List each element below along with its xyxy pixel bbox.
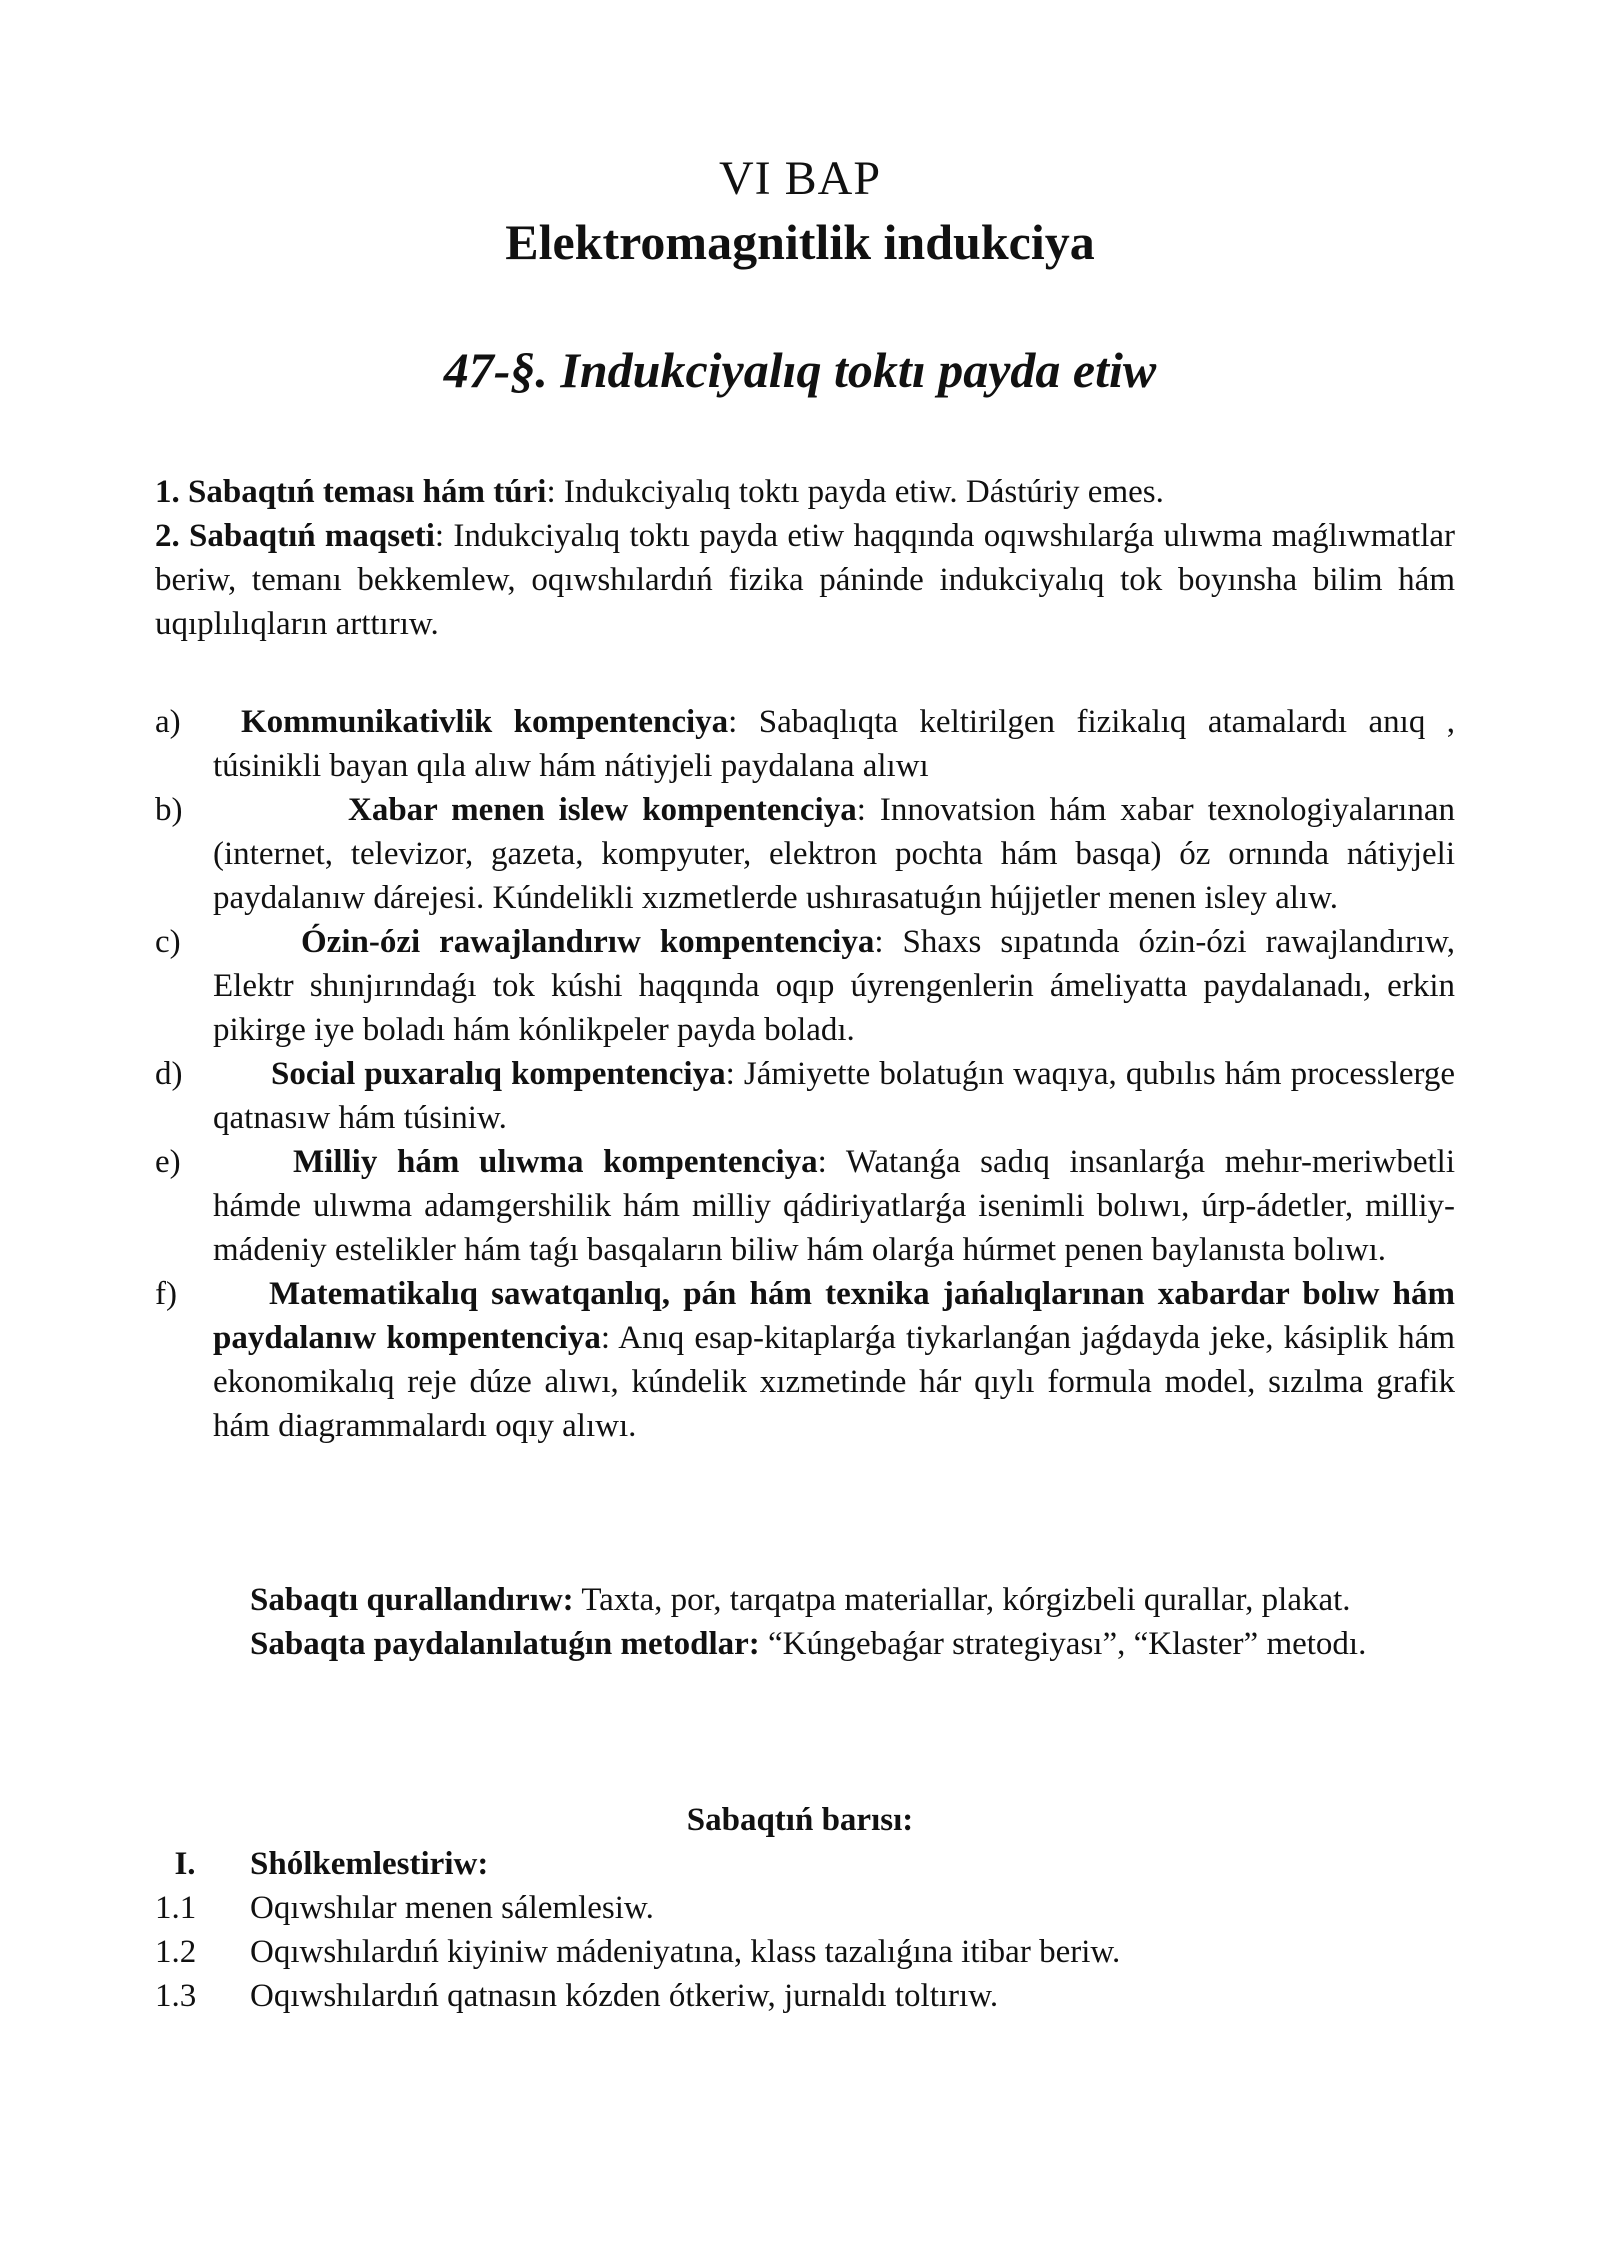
equipment-line bbox=[250, 1578, 1455, 1622]
lesson-intro bbox=[155, 470, 1455, 646]
lesson-tools bbox=[250, 1578, 1455, 1666]
plan-step bbox=[155, 1886, 1455, 1930]
competency-text: : Shaxs sıpatında ózin-ózi rawajlandırıw, Elektr shınjırındaǵı tok kúshi haqqında oqıp úyrengenlerin ámeliyatta paydalanadı, erkin pikirge iye boladı hám kónlikpeler payda boladı. bbox=[213, 924, 1455, 1048]
stage-title: Shólkemlestiriw: bbox=[250, 1846, 489, 1882]
methods-text: “Kúngebaǵar strategiyası”, “Klaster” metodı. bbox=[759, 1626, 1367, 1662]
plan-step bbox=[155, 1974, 1455, 2018]
step-number: 1.3 bbox=[155, 1978, 197, 2014]
competency-letter: c) bbox=[155, 924, 181, 960]
competency-title: Kommunikativlik kompentenciya bbox=[241, 704, 729, 740]
lesson-goal bbox=[155, 514, 1455, 646]
lesson-plan-title: Sabaqtıń barısı: bbox=[686, 1802, 914, 1838]
plan-stage bbox=[155, 1842, 1455, 1886]
competency-list bbox=[155, 700, 1455, 1448]
step-number: 1.1 bbox=[155, 1890, 197, 1926]
chapter-number: VI BAP bbox=[718, 152, 882, 205]
competency-letter: b) bbox=[155, 792, 183, 828]
step-number: 1.2 bbox=[155, 1934, 197, 1970]
competency-letter: d) bbox=[155, 1056, 183, 1092]
competency-title: Ózin-ózi rawajlandırıw kompentenciya bbox=[301, 924, 875, 960]
competency-letter: f) bbox=[155, 1276, 177, 1312]
methods-label: Sabaqta paydalanılatuǵın metodlar: bbox=[250, 1626, 760, 1662]
chapter-title: Elektromagnitlik indukciya bbox=[505, 214, 1095, 270]
step-text: Oqıwshılar menen sálemlesiw. bbox=[250, 1890, 654, 1926]
competency-title: Matematikalıq sawatqanlıq, pán hám texnika jańalıqlarınan xabardar bolıw hám paydalanıw kompentenciya bbox=[213, 1276, 1455, 1356]
competency-item bbox=[155, 700, 1455, 788]
competency-text: : Watanǵa sadıq insanlarǵa mehır-meriwbetli hámde ulıwma adamgershilik hám milliy qádiriyatlarǵa isenimli bolıwı, úrp-ádetler, milliy-mádeniy estelikler hám taǵı basqaların biliw hám olarǵa húrmet penen baylanısta bolıwı. bbox=[213, 1144, 1455, 1268]
competency-title: Xabar menen islew kompentenciya bbox=[348, 792, 857, 828]
competency-item bbox=[155, 920, 1455, 1052]
competency-text: : Sabaqlıqta keltirilgen fizikalıq atamalardı anıq , túsinikli bayan qıla alıw hám nátiyjeli paydalana alıwı bbox=[213, 704, 1455, 784]
competency-item bbox=[155, 788, 1455, 920]
plan-step bbox=[155, 1930, 1455, 1974]
competency-item bbox=[155, 1140, 1455, 1272]
goal-text: : Indukciyalıq toktı payda etiw haqqında oqıwshılarǵa ulıwma maǵlıwmatlar beriw, temanı bekkemlew, oqıwshılardıń fizika páninde indukciyalıq tok boyınsha bilim hám uqıplılıqların arttırıw. bbox=[155, 518, 1455, 642]
lesson-plan bbox=[155, 1842, 1455, 2018]
equipment-label: Sabaqtı qurallandırıw: bbox=[250, 1582, 574, 1618]
competency-letter: a) bbox=[155, 704, 181, 740]
methods-line bbox=[250, 1622, 1455, 1666]
stage-number: I. bbox=[174, 1846, 196, 1882]
competency-title: Milliy hám ulıwma kompentenciya bbox=[293, 1144, 818, 1180]
equipment-text: Taxta, por, tarqatpa materiallar, kórgizbeli qurallar, plakat. bbox=[573, 1582, 1351, 1618]
section-title: 47-§. Indukciyalıq toktı payda etiw bbox=[443, 342, 1157, 398]
competency-text: : Anıq esap-kitaplarǵa tiykarlanǵan jaǵdayda jeke, kásiplik hám ekonomikalıq reje dúze alıwı, kúndelik xızmetinde hár qıylı formula model, sızılma grafik hám diagrammalardı oqıy alıwı. bbox=[213, 1320, 1455, 1444]
step-text: Oqıwshılardıń qatnasın kózden ótkeriw, jurnaldı toltırıw. bbox=[250, 1978, 999, 2014]
competency-text: : Innovatsion hám xabar texnologiyalarınan (internet, televizor, gazeta, kompyuter, elektron pochta hám basqa) óz ornında nátiyjeli paydalanıw dárejesi. Kúndelikli xızmetlerde ushırasatuǵın hújjetler menen isley alıw. bbox=[213, 792, 1455, 916]
competency-text: : Jámiyette bolatuǵın waqıya, qubılıs hám processlerge qatnasıw hám túsiniw. bbox=[213, 1056, 1455, 1136]
topic-label: 1. Sabaqtıń teması hám túri bbox=[155, 474, 547, 510]
lesson-topic bbox=[155, 470, 1455, 514]
competency-item bbox=[155, 1052, 1455, 1140]
step-text: Oqıwshılardıń kiyiniw mádeniyatına, klass tazalıǵına itibar beriw. bbox=[250, 1934, 1121, 1970]
competency-title: Social puxaralıq kompentenciya bbox=[271, 1056, 726, 1092]
topic-text: : Indukciyalıq toktı payda etiw. Dástúriy emes. bbox=[546, 474, 1164, 510]
goal-label: 2. Sabaqtıń maqseti bbox=[155, 518, 435, 554]
competency-letter: e) bbox=[155, 1144, 181, 1180]
competency-item bbox=[155, 1272, 1455, 1448]
